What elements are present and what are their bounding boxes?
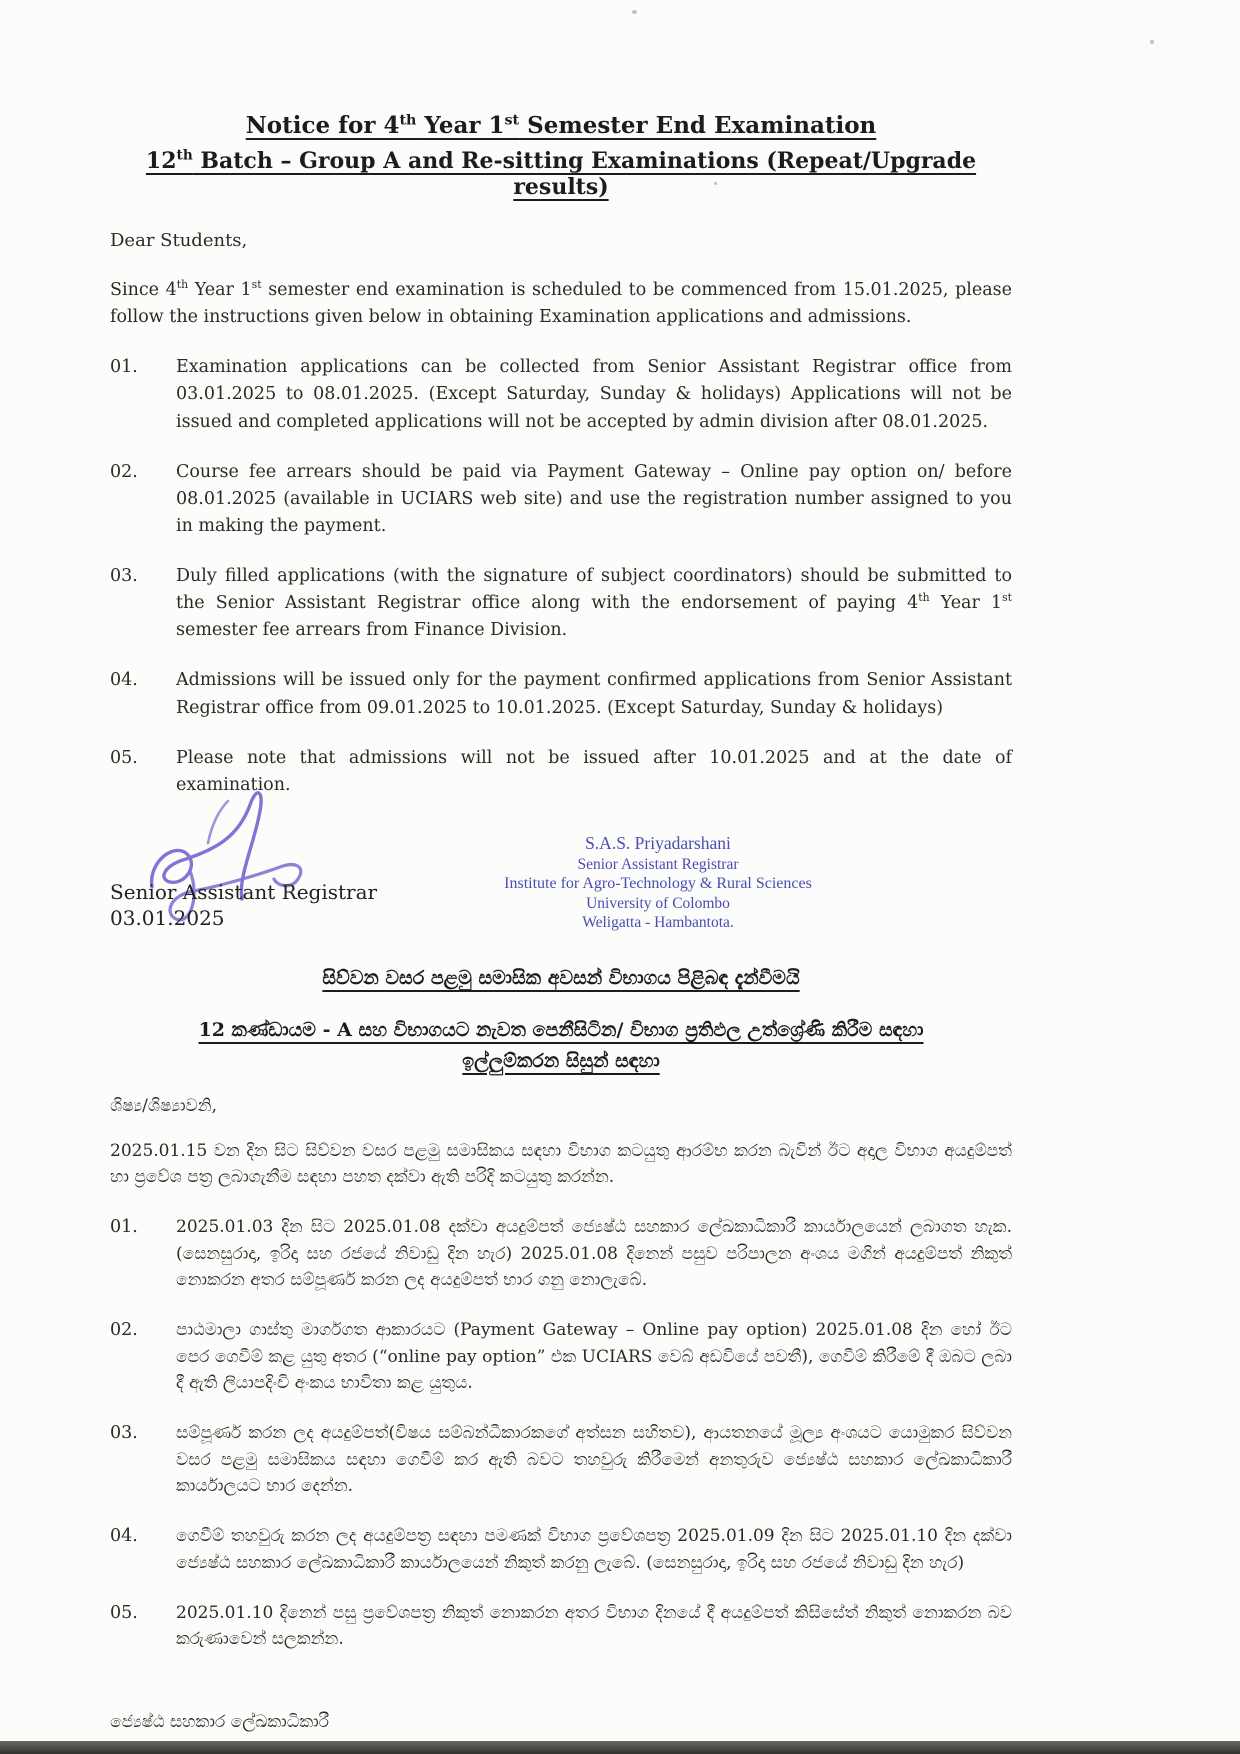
signatory-date: 03.01.2025 bbox=[110, 905, 225, 930]
notice-title-si bbox=[110, 967, 1012, 989]
notice-subtitle-si bbox=[110, 1015, 1012, 1078]
notice-title-text: Notice for 4th Year 1st Semester End Examination bbox=[245, 112, 877, 139]
item-number: 01. bbox=[110, 1217, 138, 1238]
list-item-si-02 bbox=[110, 1317, 1012, 1396]
registrar-stamp bbox=[418, 833, 898, 932]
stamp-university: University of Colombo bbox=[586, 894, 730, 912]
document-content bbox=[110, 0, 1012, 1754]
list-item-en-04 bbox=[110, 667, 1012, 721]
list-item-en-01 bbox=[110, 354, 1012, 435]
item-text: Course fee arrears should be paid via Payment Gateway – Online pay option on/ before 08.01.2025 (available in UCIARS web site) and use the registration number assigned to you in making the payment. bbox=[176, 461, 1012, 536]
item-text: Duly filled applications (with the signature of subject coordinators) should be submitted to the Senior Assistant Registrar office along with the endorsement of paying 4th Year 1st semester fee arrears from Finance Division. bbox=[176, 566, 1012, 641]
list-item-si-03 bbox=[110, 1420, 1012, 1499]
notice-title-si-text: සිව්වන වසර පළමු සමාසික අවසන් විභාගය පිළිබඳ දැන්වීමයි bbox=[322, 966, 800, 989]
item-number: 03. bbox=[110, 566, 138, 586]
list-item-si-05 bbox=[110, 1600, 1012, 1653]
salutation-si: ශිෂ්‍ය/ශිෂ්‍යාවනි, bbox=[110, 1095, 217, 1116]
item-number: 01. bbox=[110, 357, 138, 378]
notice-title bbox=[110, 112, 1012, 139]
item-number: 03. bbox=[110, 1423, 138, 1444]
intro-paragraph-si: 2025.01.15 වන දින සිට සිව්වන වසර පළමු සමාසිකය සඳහා විභාග කටයුතු ආරම්භ කරන බැවින් ඊට අදාල විභාග අයදුම්පත් හා ප්‍රවේශ පත්‍ර ලබාගැනීම සඳහා පහත දක්වා ඇති පරිදි කටයුතු කරන්න. bbox=[110, 1140, 1012, 1187]
list-item-si-04 bbox=[110, 1523, 1012, 1576]
item-number: 02. bbox=[110, 1320, 138, 1341]
item-text: සම්පූර්ණ කරන ලද අයදුම්පත්(විෂය සම්බන්ධීකාරකගේ අත්සන සහිතව), ආයතනයේ මූල්‍ය අංශයට යොමුකර සිව්වන වසර පළමු සමාසිකය සඳහා ගෙවීම් කර ඇති බවට තහවුරු කිරීමෙන් අනතුරුව ජ්‍යෙෂ්ඨ සහකාර ලේඛකාධිකාරී කාර්යාලයට භාර දෙන්න. bbox=[176, 1423, 1012, 1496]
intro-paragraph-en: Since 4th Year 1st semester end examination is scheduled to be commenced from 15.01.2025, please follow the instructions given below in obtaining Examination applications and admissions. bbox=[110, 278, 1013, 328]
notice-subtitle-text: 12th Batch – Group A and Re-sitting Examinations (Repeat/Upgrade results) bbox=[145, 147, 977, 200]
scan-edge-bar bbox=[0, 1741, 1240, 1754]
stamp-name: S.A.S. Priyadarshani bbox=[585, 832, 731, 853]
item-text: පාඨමාලා ගාස්තු මාර්ගගත ආකාරයට (Payment Gateway – Online pay option) 2025.01.08 දින හෝ ඊට පෙර ගෙවීම් කළ යුතු අතර (“online pay option” එක UCIARS වෙබ් අඩවියේ පවතී), ගෙවීම් කිරීමේ දී ඔබට ලබා දී ඇති ලියාපදිංචි අංකය භාවිතා කළ යුතුය. bbox=[176, 1320, 1012, 1393]
footer-signatory-title: ජ්‍යෙෂ්ඨ සහකාර ලේඛකාධිකාරී bbox=[110, 1711, 329, 1732]
item-number: 05. bbox=[110, 747, 138, 768]
stamp-institute: Institute for Agro-Technology & Rural Sciences bbox=[504, 874, 812, 892]
list-item-si-01 bbox=[110, 1214, 1012, 1293]
list-item-en-03 bbox=[110, 563, 1012, 644]
stamp-location: Weligatta - Hambantota. bbox=[582, 913, 734, 931]
stamp-designation: Senior Assistant Registrar bbox=[577, 855, 739, 873]
list-item-en-02 bbox=[110, 459, 1012, 540]
item-number: 04. bbox=[110, 670, 138, 691]
item-number: 05. bbox=[110, 1603, 138, 1624]
item-text: Admissions will be issued only for the payment confirmed applications from Senior Assistant Registrar office from 09.01.2025 to 10.01.2025. (Except Saturday, Sunday & holidays) bbox=[176, 670, 1012, 718]
salutation-en: Dear Students, bbox=[110, 230, 248, 251]
item-text: 2025.01.03 දින සිට 2025.01.08 දක්වා අයදුම්පත් ජ්‍යෙෂ්ඨ සහකාර ලේඛකාධිකාරී කාර්යාලයෙන් ලබාගත හැක. (සෙනසුරාදා, ඉරිදා සහ රජයේ නිවාඩු දින හැර) 2025.01.08 දිනෙන් පසුව පරිපාලන අංශය මගින් අයදුම්පත් නිකුත් නොකරන අතර සම්පූර්ණ කරන ලද අයදුම්පත් භාර ගනු නොලැබේ. bbox=[176, 1217, 1012, 1290]
signatory bbox=[110, 879, 377, 931]
item-text: 2025.01.10 දිනෙන් පසු ප්‍රවේශපත්‍ර නිකුත් නොකරන අතර විභාග දිනයේ දී අයදුම්පත් කිසිසේත් නිකුත් නොකරන බව කරුණාවෙන් සලකන්න. bbox=[176, 1603, 1012, 1650]
notice-subtitle-si-line2 bbox=[110, 1046, 1012, 1077]
notice-subtitle-si-line1-text: 12 කණ්ඩායම - A සහ විභාගයට නැවත පෙනීසිටින/ විභාග ප්‍රතිඵල උත්ශ්‍රේණි කිරීම සඳහා bbox=[198, 1018, 924, 1041]
item-text: Examination applications can be collected from Senior Assistant Registrar office from 03.01.2025 to 08.01.2025. (Except Saturday, Sunday & holidays) Applications will not be issued and completed applications will not be accepted by admin division after 08.01.2025. bbox=[176, 357, 1012, 432]
item-number: 04. bbox=[110, 1526, 138, 1547]
notice-subtitle-si-line1 bbox=[110, 1015, 1012, 1046]
signature-block bbox=[110, 807, 1012, 957]
notice-subtitle-si-line2-text: ඉල්ලුම්කරන සිසුන් සඳහා bbox=[462, 1050, 660, 1073]
item-text: Please note that admissions will not be issued after 10.01.2025 and at the date of examination. bbox=[176, 747, 1012, 795]
item-text: ගෙවීම් තහවුරු කරන ලද අයදුම්පත්‍ර සඳහා පමණක් විභාග ප්‍රවේශපත්‍ර 2025.01.09 දින සිට 2025.01.10 දින දක්වා ජ්‍යෙෂ්ඨ සහකාර ලේඛකාධිකාරී කාර්යාලයෙන් නිකුත් කරනු ලැබේ. (සෙනසුරාදා, ඉරිදා සහ රජයේ නිවාඩු දින හැර) bbox=[176, 1526, 1012, 1573]
scan-artifact bbox=[1150, 40, 1154, 44]
notice-subtitle bbox=[110, 148, 1012, 200]
item-number: 02. bbox=[110, 461, 138, 482]
signatory-title: Senior Assistant Registrar bbox=[110, 879, 378, 904]
